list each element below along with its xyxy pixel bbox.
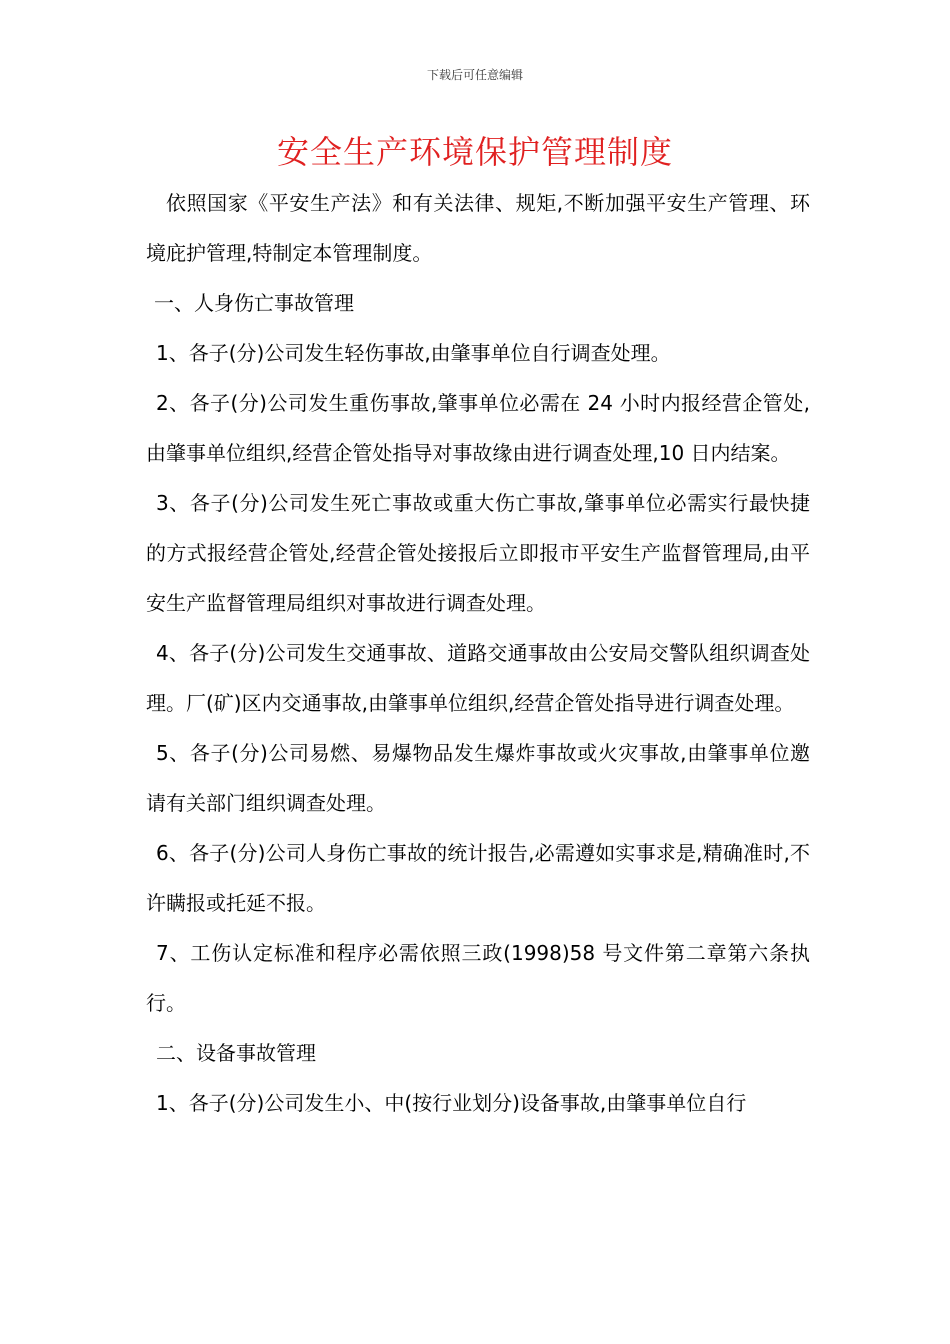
section-heading-equipment-accident: 二、设备事故管理	[156, 1041, 316, 1065]
clause-1-5: 5、各子(分)公司易燃、易爆物品发生爆炸事故或火灾事故,由肇事单位邀请有关部门组织调查处理。	[146, 741, 810, 815]
page-header-note: 下载后可任意编辑	[426, 68, 523, 82]
clause-1-4: 4、各子(分)公司发生交通事故、道路交通事故由公安局交警队组织调查处理。厂(矿)区内交通事故,由肇事单位组织,经营企管处指导进行调查处理。	[146, 641, 810, 715]
document-body	[146, 178, 810, 1128]
document-title: 安全生产环境保护管理制度	[276, 133, 673, 171]
clause-1-7: 7、工伤认定标准和程序必需依照三政(1998)58 号文件第二章第六条执行。	[146, 941, 810, 1015]
clause-1-2: 2、各子(分)公司发生重伤事故,肇事单位必需在 24 小时内报经营企管处,由肇事单位组织,经营企管处指导对事故缘由进行调查处理,10 日内结案。	[146, 391, 810, 465]
clause-1-1: 1、各子(分)公司发生轻伤事故,由肇事单位自行调查处理。	[156, 341, 671, 365]
clause-1-3: 3、各子(分)公司发生死亡事故或重大伤亡事故,肇事单位必需实行最快捷的方式报经营企管处,经营企管处接报后立即报市平安生产监督管理局,由平安生产监督管理局组织对事故进行调查处理。	[146, 491, 810, 615]
clause-1-6: 6、各子(分)公司人身伤亡事故的统计报告,必需遵如实事求是,精确准时,不许瞒报或托延不报。	[146, 841, 810, 915]
section-heading-personal-injury: 一、人身伤亡事故管理	[154, 291, 354, 315]
clause-2-1: 1、各子(分)公司发生小、中(按行业划分)设备事故,由肇事单位自行	[156, 1091, 747, 1115]
intro-paragraph: 依照国家《平安生产法》和有关法律、规矩,不断加强平安生产管理、环境庇护管理,特制定本管理制度。	[146, 191, 810, 265]
